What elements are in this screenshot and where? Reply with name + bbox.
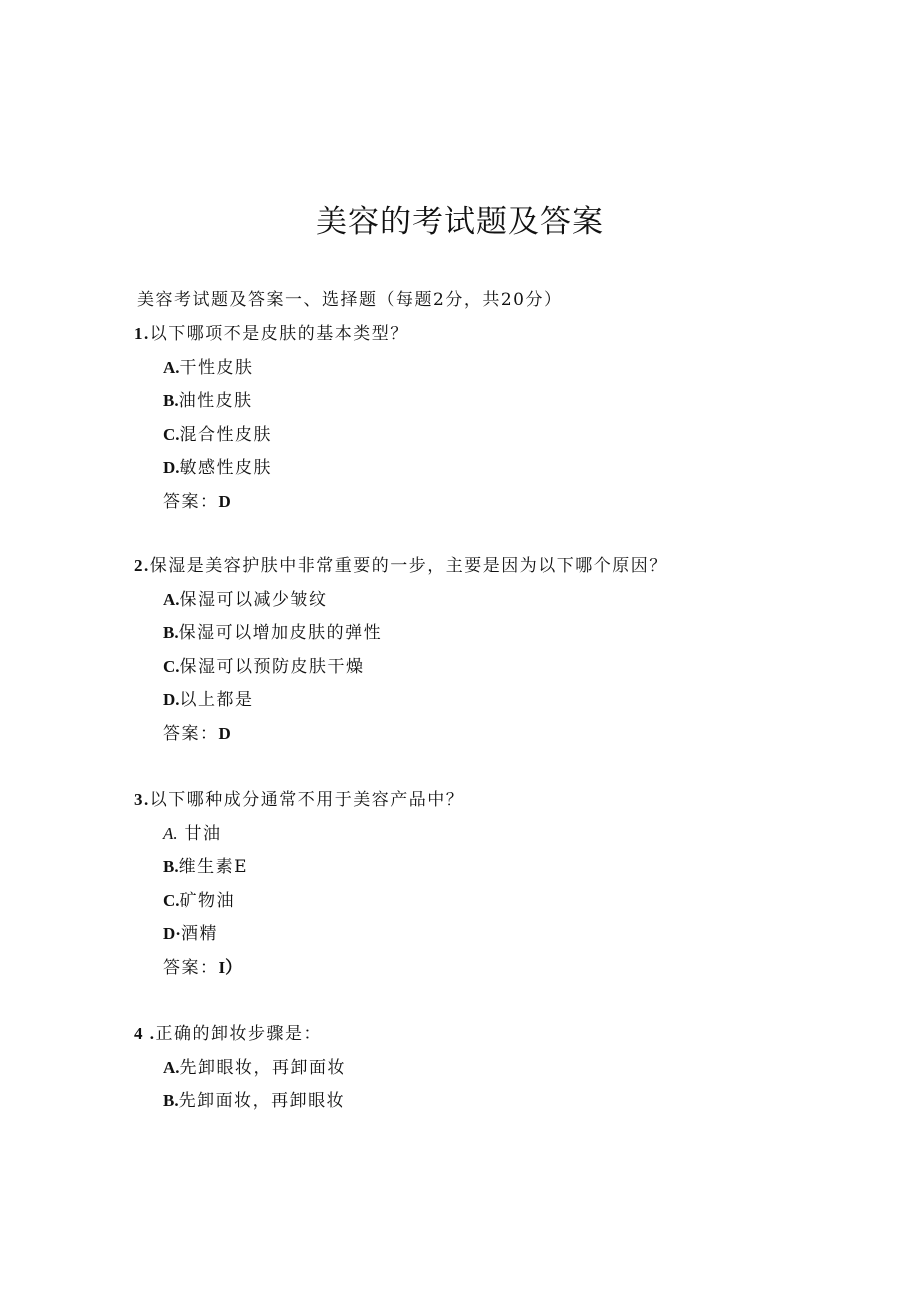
option-text: 干性皮肤 bbox=[179, 357, 254, 378]
question-stem bbox=[134, 1021, 834, 1047]
option-d bbox=[163, 687, 834, 713]
section-heading: 美容考试题及答案一、选择题（每题2分，共20分） bbox=[137, 290, 563, 310]
option-list bbox=[134, 355, 834, 482]
option-text: 维生素E bbox=[178, 857, 249, 878]
option-a bbox=[163, 821, 834, 847]
page-title: 美容的考试题及答案 bbox=[316, 204, 604, 240]
option-list bbox=[134, 587, 834, 714]
option-text: 先卸眼妆，再卸面妆 bbox=[179, 1057, 347, 1078]
question-number: 2. bbox=[134, 556, 150, 575]
option-list bbox=[134, 821, 834, 948]
option-text: 矿物油 bbox=[179, 890, 236, 911]
option-c bbox=[163, 888, 834, 914]
option-b bbox=[163, 388, 834, 414]
answer-label: 答案： bbox=[163, 723, 219, 744]
question-number: 4 . bbox=[134, 1024, 156, 1043]
option-a bbox=[163, 1055, 834, 1081]
option-letter: D. bbox=[163, 458, 180, 478]
option-text: 先卸面妆，再卸眼妆 bbox=[178, 1091, 346, 1112]
option-letter: B. bbox=[163, 623, 179, 643]
option-text: 保湿可以增加皮肤的弹性 bbox=[178, 623, 383, 644]
question-number: 3. bbox=[134, 790, 150, 809]
option-letter: A. bbox=[163, 357, 180, 377]
option-letter: B. bbox=[163, 857, 179, 877]
option-text: 油性皮肤 bbox=[178, 391, 253, 412]
option-text: 保湿可以预防皮肤干燥 bbox=[179, 656, 365, 677]
option-text: 甘油 bbox=[177, 823, 222, 844]
option-c bbox=[163, 654, 834, 680]
question-4 bbox=[134, 1021, 834, 1114]
option-letter: C. bbox=[163, 890, 180, 910]
option-letter: B. bbox=[163, 1091, 179, 1111]
question-text: 以下哪种成分通常不用于美容产品中？ bbox=[149, 790, 465, 810]
option-letter: B. bbox=[163, 391, 179, 411]
question-stem bbox=[134, 787, 834, 813]
question-number: 1. bbox=[134, 324, 150, 343]
option-b bbox=[163, 620, 834, 646]
option-b bbox=[163, 1088, 834, 1114]
option-b bbox=[163, 854, 834, 880]
answer-label: 答案： bbox=[163, 957, 219, 978]
option-a bbox=[163, 355, 834, 381]
answer bbox=[134, 955, 834, 981]
option-text: 以上都是 bbox=[179, 690, 254, 711]
option-a bbox=[163, 587, 834, 613]
answer bbox=[134, 721, 834, 747]
option-text: 酒精 bbox=[180, 924, 218, 945]
option-text: 保湿可以减少皱纹 bbox=[179, 589, 328, 610]
answer-value: D bbox=[218, 723, 231, 743]
option-letter: A. bbox=[163, 823, 178, 843]
option-letter: A. bbox=[163, 1057, 180, 1077]
question-text: 正确的卸妆步骤是： bbox=[155, 1024, 322, 1044]
option-d bbox=[163, 921, 834, 947]
option-c bbox=[163, 422, 834, 448]
option-letter: D· bbox=[163, 924, 181, 944]
answer-label: 答案： bbox=[163, 491, 219, 512]
option-d bbox=[163, 455, 834, 481]
answer-value: D bbox=[218, 491, 231, 511]
option-list bbox=[134, 1055, 834, 1115]
option-letter: A. bbox=[163, 589, 180, 609]
question-text: 保湿是美容护肤中非常重要的一步，主要是因为以下哪个原因？ bbox=[149, 556, 668, 576]
option-text: 敏感性皮肤 bbox=[179, 458, 273, 479]
question-1 bbox=[134, 321, 834, 515]
question-text: 以下哪项不是皮肤的基本类型？ bbox=[149, 324, 409, 344]
option-letter: C. bbox=[163, 656, 180, 676]
answer-value: I） bbox=[218, 957, 243, 977]
question-2 bbox=[134, 553, 834, 747]
answer bbox=[134, 489, 834, 515]
option-text: 混合性皮肤 bbox=[179, 424, 273, 445]
question-stem bbox=[134, 553, 834, 579]
option-letter: C. bbox=[163, 424, 180, 444]
option-letter: D. bbox=[163, 690, 180, 710]
question-stem bbox=[134, 321, 834, 347]
question-3 bbox=[134, 787, 834, 981]
